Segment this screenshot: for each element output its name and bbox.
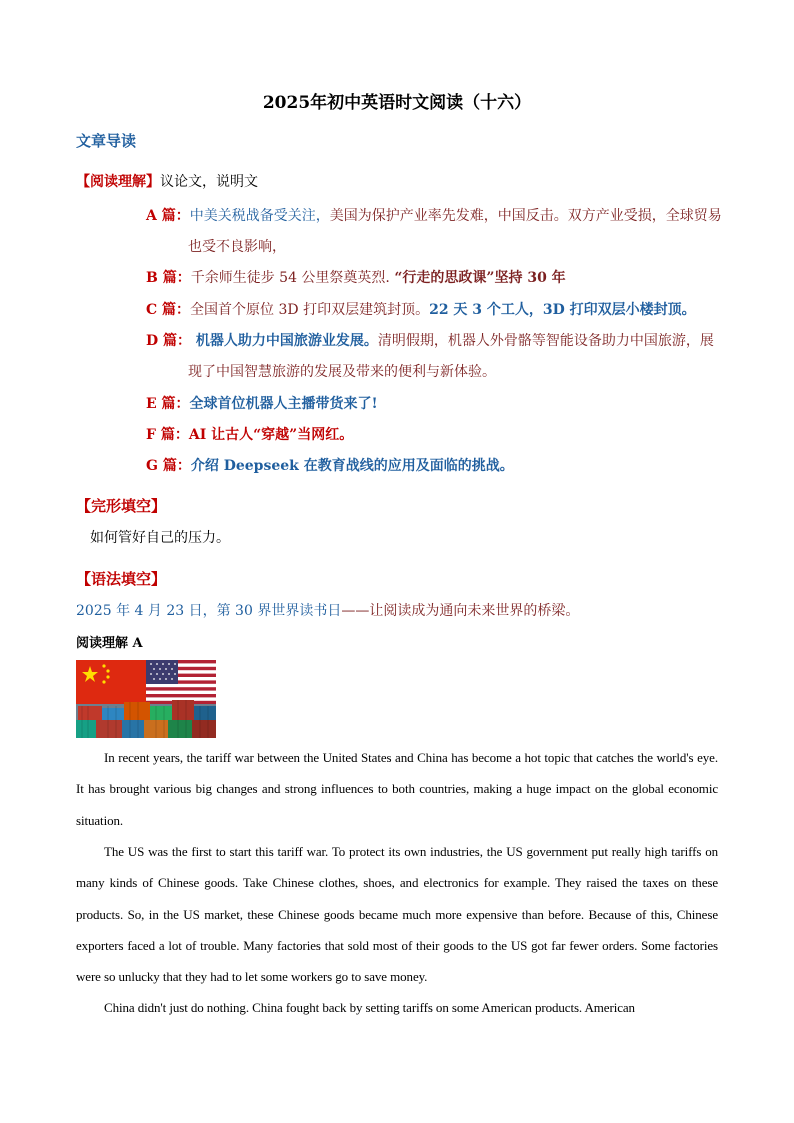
item-c-key: C 篇： (146, 302, 191, 318)
item-a-line2: 也受不良影响， (188, 239, 286, 255)
item-d (146, 331, 714, 351)
flags-containers-image (76, 660, 216, 738)
cloze-label: 【完形填空】 (76, 497, 167, 515)
item-g-text: 介绍 Deepseek 在教育战线的应用及面临的挑战。 (190, 458, 514, 474)
reading-genre: 议论文，说明文 (160, 174, 258, 190)
item-a (146, 206, 722, 226)
item-b (146, 268, 566, 288)
item-g (146, 456, 514, 476)
page-title: 2025年初中英语时文阅读（十六） (262, 93, 532, 113)
grammar-label: 【语法填空】 (76, 570, 167, 588)
item-b-text-a: 千余师生徒步 54 公里祭奠英烈. (190, 270, 395, 286)
grammar-row (76, 601, 579, 621)
item-a-key: A 篇： (146, 208, 190, 224)
item-a-text: 美国为保护产业率先发难，中国反击。双方产业受损，全球贸易 (329, 208, 722, 224)
item-d-lead: 机器人助力中国旅游业发展。 (191, 333, 378, 349)
item-a-lead: 中美关税战备受关注， (189, 208, 330, 224)
item-e-text: 全球首位机器人主播带货来了! (189, 396, 378, 412)
guide-heading: 文章导读 (76, 132, 137, 150)
item-e-key: E 篇： (146, 396, 190, 412)
item-d-text: 清明假期，机器人外骨骼等智能设备助力中国旅游，展 (377, 333, 714, 349)
item-c (146, 300, 696, 320)
grammar-text-b: ——让阅读成为通向未来世界的桥梁。 (341, 603, 580, 619)
cloze-text: 如何管好自己的压力。 (90, 530, 230, 546)
item-f-key: F 篇： (146, 427, 189, 443)
item-b-key: B 篇： (146, 270, 191, 286)
item-f (146, 425, 353, 445)
item-c-text-a: 全国首个原位 3D 打印双层建筑封顶。 (190, 302, 430, 318)
reading-row (76, 172, 258, 192)
item-c-text-b: 22 天 3 个工人，3D 打印双层小楼封顶。 (429, 302, 696, 318)
item-d-line2: 现了中国智慧旅游的发展及带来的便利与新体验。 (188, 364, 496, 380)
item-b-text-b: “行走的思政课”坚持 30 年 (394, 270, 566, 286)
article-paragraph-2: The US was the first to start this tariff war. To protect its own industries, the US government put really high tariffs on many kinds of Chinese goods. Take Chinese clothes, shoes, and electronics for example. They raised the taxes on these products. So, in the US market, these Chinese goods became much more expensive than before. Because of this, Chinese exporters faced a lot of trouble. Many factories that sold most of their goods to the US got far fewer orders. Some factories were so unlucky that they had to let some workers go to save money. (76, 844, 718, 985)
grammar-text-a: 2025 年 4 月 23 日，第 30 界世界读书日 (76, 603, 342, 619)
article-paragraph-1: In recent years, the tariff war between the United States and China has become a hot topic that catches the world's eye. It has brought various big changes and strong influences to both countries, making a huge impact on the global economic situation. (76, 750, 718, 828)
section-a-label: 阅读理解 A (76, 636, 143, 651)
reading-label: 【阅读理解】 (76, 174, 160, 190)
item-g-key: G 篇： (146, 458, 191, 474)
item-e (146, 394, 378, 414)
item-d-key: D 篇： (146, 333, 192, 349)
item-f-text: AI 让古人“穿越”当网红。 (188, 427, 354, 443)
article-paragraph-3: China didn't just do nothing. China fought back by setting tariffs on some American products. American (104, 1000, 635, 1015)
